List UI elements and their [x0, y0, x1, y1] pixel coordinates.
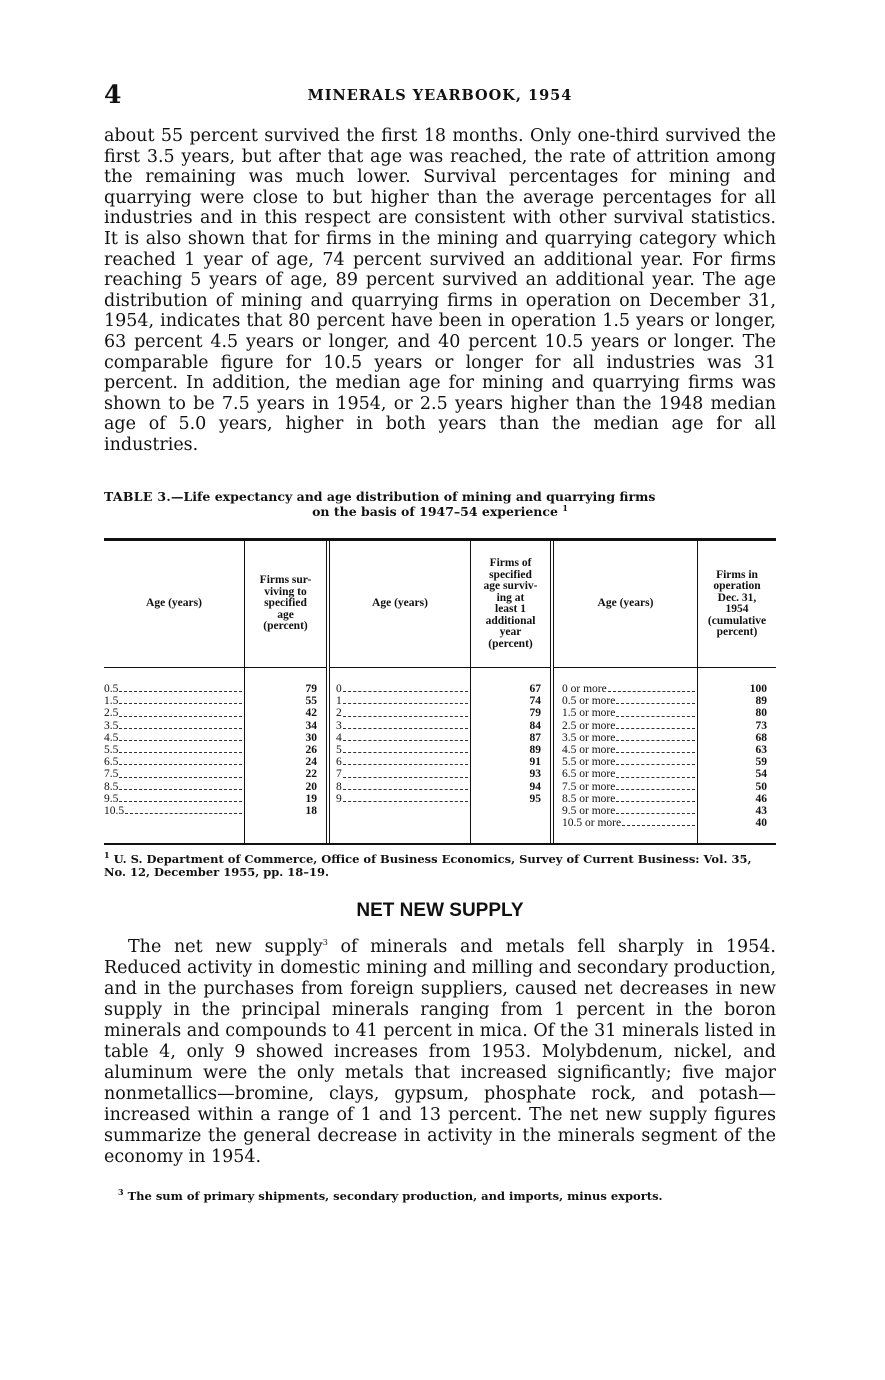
additional-age-cell — [336, 781, 470, 793]
dot-leader — [119, 683, 242, 692]
additional-age-cell — [336, 732, 470, 744]
header-age-1: Age (years) — [104, 541, 244, 668]
dot-leader — [119, 695, 242, 704]
page-number: 4 — [104, 80, 122, 109]
survival-value-cell: 24 — [305, 756, 317, 769]
dot-leader — [616, 805, 695, 814]
table-caption-line1: —Life expectancy and age distribution of mining and quarrying firms — [171, 489, 656, 504]
table-caption-line2-wrap — [104, 504, 776, 519]
survival-value-cell: 30 — [305, 731, 317, 744]
header-survival: Firms sur- viving to specified age (percent) — [245, 541, 326, 668]
col-operation-value — [698, 541, 776, 843]
table-caption-note-mark: 1 — [562, 502, 568, 513]
col-survival-age — [104, 541, 244, 843]
survival-value-cell: 26 — [305, 743, 317, 756]
survival-age-cell — [104, 744, 244, 756]
supply-text-rest: of minerals and metals fell sharply in 1954. Reduced activity in domestic mining and milling and secondary production, and in the purchases from foreign suppliers, caused net decreases in new supply in the principal minerals ranging from 1 percent in the boron minerals and compounds to 41 percent in mica. Of the 31 minerals listed in table 4, only 9 showed increases from 1953. Molybdenum, nickel, and aluminum were the only metals that increased significantly; five major nonmetallics—bromine, clays, gypsum, phosphate rock, and potash—increased within a range of 1 and 13 percent. The net new supply figures summarize the general decrease in activity in the minerals segment of the economy in 1954. — [104, 937, 776, 1167]
data-table — [104, 538, 776, 845]
dot-leader — [119, 732, 242, 741]
additional-value-cell: 84 — [529, 719, 541, 732]
operation-value-cell: 89 — [755, 695, 767, 708]
table-label: TABLE 3. — [104, 489, 171, 504]
supply-text-start: The net new supply — [128, 937, 323, 957]
operation-value-cell: 40 — [755, 817, 767, 830]
additional-age-cell — [336, 707, 470, 719]
dot-leader — [343, 781, 468, 790]
survival-age-cell — [104, 793, 244, 805]
survival-age-cell — [104, 768, 244, 780]
survival-age-cell-text: 4.5 — [104, 731, 119, 744]
dot-leader — [343, 768, 468, 777]
additional-age-cell — [336, 695, 470, 707]
additional-value-cell: 67 — [529, 683, 541, 695]
additional-age-cell — [336, 768, 470, 780]
col-survival-value — [245, 541, 326, 843]
additional-value-cell: 74 — [529, 695, 541, 708]
survival-value-cell: 20 — [305, 780, 317, 793]
header-age-3: Age (years) — [554, 541, 697, 668]
operation-value-cell: 46 — [755, 792, 767, 805]
survival-age-cell — [104, 707, 244, 719]
operation-age-cell — [562, 817, 697, 829]
running-head — [104, 80, 776, 110]
operation-age-cell — [562, 695, 697, 707]
survival-age-cell-text: 2.5 — [104, 707, 119, 720]
additional-age-cell — [336, 744, 470, 756]
dot-leader — [343, 707, 468, 716]
dot-leader — [616, 695, 695, 704]
survival-age-cell-text: 6.5 — [104, 756, 119, 769]
survival-age-cell-text: 9.5 — [104, 792, 119, 805]
additional-age-cell-text: 6 — [336, 756, 342, 769]
additional-age-cell-text: 5 — [336, 743, 342, 756]
header-in-operation: Firms in operation Dec. 31, 1954 (cumulative percent) — [698, 541, 776, 668]
operation-value-cell: 54 — [755, 768, 767, 781]
additional-value-cell: 94 — [529, 780, 541, 793]
operation-age-cell-text: 4.5 or more — [562, 743, 616, 756]
survival-age-cell-text: 1.5 — [104, 695, 119, 708]
additional-value-cell: 95 — [529, 792, 541, 805]
dot-leader — [343, 720, 468, 729]
additional-age-cell-text: 4 — [336, 731, 342, 744]
survival-value-cell: 55 — [305, 695, 317, 708]
section-heading: NET NEW SUPPLY — [356, 900, 524, 921]
survival-age-cell-text: 3.5 — [104, 719, 119, 732]
additional-age-cell-text: 2 — [336, 707, 342, 720]
survival-value-cell: 22 — [305, 768, 317, 781]
operation-value-cell: 63 — [755, 743, 767, 756]
operation-age-cell — [562, 756, 697, 768]
operation-age-cell — [562, 707, 697, 719]
additional-age-cell — [336, 793, 470, 805]
dot-leader — [125, 805, 242, 814]
survival-age-cell-text: 10.5 — [104, 804, 125, 817]
operation-age-cell-text: 9.5 or more — [562, 804, 616, 817]
operation-age-cell-text: 2.5 or more — [562, 719, 616, 732]
footnote-3-text: The sum of primary shipments, secondary production, and imports, minus exports. — [127, 1189, 663, 1203]
dot-leader — [616, 768, 695, 777]
footnote-1-mark: 1 — [104, 850, 110, 861]
operation-age-cell-text: 0 or more — [562, 683, 607, 695]
additional-age-cell-text: 0 — [336, 683, 342, 695]
footnote-3-ref: 3 — [322, 938, 328, 948]
operation-age-cell — [562, 683, 697, 695]
dot-leader — [343, 744, 468, 753]
survival-age-cell — [104, 781, 244, 793]
additional-value-cell: 89 — [529, 743, 541, 756]
col-operation-age — [562, 541, 697, 843]
dot-leader — [119, 768, 242, 777]
survival-age-cell — [104, 720, 244, 732]
dot-leader — [343, 732, 468, 741]
dot-leader — [119, 756, 242, 765]
additional-age-cell-text: 1 — [336, 695, 342, 708]
supply-paragraph — [104, 937, 776, 1168]
survival-value-cell: 18 — [305, 804, 317, 817]
survival-age-cell — [104, 805, 244, 817]
dot-leader — [119, 744, 242, 753]
survival-age-cell-text: 7.5 — [104, 768, 119, 781]
dot-leader — [119, 781, 242, 790]
additional-age-cell-text: 9 — [336, 792, 342, 805]
operation-age-cell-text: 3.5 or more — [562, 731, 616, 744]
col-additional-age — [336, 541, 470, 843]
dot-leader — [622, 817, 695, 826]
dot-leader — [119, 720, 242, 729]
additional-age-cell — [336, 683, 470, 695]
operation-age-cell — [562, 781, 697, 793]
operation-value-cell: 50 — [755, 780, 767, 793]
table-caption-line2: on the basis of 1947–54 experience — [312, 504, 558, 519]
operation-age-cell-text: 1.5 or more — [562, 707, 616, 720]
operation-age-cell-text: 0.5 or more — [562, 695, 616, 708]
operation-value-cell: 80 — [755, 707, 767, 720]
operation-value-cell: 100 — [749, 683, 767, 695]
dot-leader — [608, 683, 695, 692]
operation-value-cell: 73 — [755, 719, 767, 732]
operation-age-cell — [562, 732, 697, 744]
survival-value-cell: 34 — [305, 719, 317, 732]
dot-leader — [119, 793, 242, 802]
footnote-1-text: U. S. Department of Commerce, Office of Business Economics, Survey of Current Business: Vol. 35, No. 12, December 1955, pp. 18–19. — [104, 852, 752, 879]
survival-value-cell: 79 — [305, 683, 317, 695]
operation-age-cell-text: 10.5 or more — [562, 817, 622, 830]
dot-leader — [616, 781, 695, 790]
col-additional-value — [471, 541, 550, 843]
footnote-1 — [104, 850, 776, 879]
operation-age-cell — [562, 805, 697, 817]
dot-leader — [616, 732, 695, 741]
operation-age-cell — [562, 720, 697, 732]
header-age-2: Age (years) — [330, 541, 470, 668]
table-caption — [104, 489, 776, 519]
operation-age-cell-text: 8.5 or more — [562, 792, 616, 805]
survival-age-cell — [104, 732, 244, 744]
intro-paragraph: about 55 percent survived the first 18 months. Only one-third survived the first 3.5 years, but after that age was reached, the rate of attrition among the remaining was much lower. Survival percentages for mining and quarrying were close to but higher than the average percentages for all industries and in this respect are consistent with other survival statistics. It is also shown that for firms in the mining and quarrying category which reached 1 year of age, 74 percent survived an additional year. For firms reaching 5 years of age, 89 percent survived an additional year. The age distribution of mining and quarrying firms in operation on December 31, 1954, indicates that 80 percent have been in operation 1.5 years or longer, 63 percent 4.5 years or longer, and 40 percent 10.5 years or longer. The comparable figure for 10.5 years or longer for all industries was 31 percent. In addition, the median age for mining and quarrying firms was shown to be 7.5 years in 1954, or 2.5 years higher than the 1948 median age of 5.0 years, higher in both years than the median age for all industries. — [104, 126, 776, 455]
dot-leader — [616, 756, 695, 765]
survival-age-cell-text: 0.5 — [104, 683, 119, 695]
survival-value-cell: 42 — [305, 707, 317, 720]
operation-value-cell: 59 — [755, 756, 767, 769]
dot-leader — [343, 793, 468, 802]
dot-leader — [616, 720, 695, 729]
additional-age-cell — [336, 756, 470, 768]
footnote-3-mark: 3 — [118, 1187, 124, 1198]
operation-age-cell-text: 6.5 or more — [562, 768, 616, 781]
dot-leader — [616, 707, 695, 716]
operation-age-cell-text: 7.5 or more — [562, 780, 616, 793]
dot-leader — [343, 695, 468, 704]
dot-leader — [616, 793, 695, 802]
operation-age-cell — [562, 744, 697, 756]
survival-age-cell — [104, 683, 244, 695]
running-title: MINERALS YEARBOOK, 1954 — [307, 87, 573, 104]
dot-leader — [343, 683, 468, 692]
survival-age-cell-text: 5.5 — [104, 743, 119, 756]
operation-age-cell — [562, 793, 697, 805]
additional-age-cell-text: 7 — [336, 768, 342, 781]
additional-age-cell — [336, 720, 470, 732]
additional-value-cell: 87 — [529, 731, 541, 744]
operation-age-cell — [562, 768, 697, 780]
additional-age-cell-text: 8 — [336, 780, 342, 793]
operation-age-cell-text: 5.5 or more — [562, 756, 616, 769]
operation-value-cell: 43 — [755, 804, 767, 817]
dot-leader — [616, 744, 695, 753]
survival-age-cell-text: 8.5 — [104, 780, 119, 793]
dot-leader — [119, 707, 242, 716]
footnote-3 — [118, 1187, 790, 1203]
additional-age-cell-text: 3 — [336, 719, 342, 732]
additional-value-cell: 91 — [529, 756, 541, 769]
header-additional-year: Firms of specified age surviv- ing at least 1 additional year (percent) — [471, 541, 550, 668]
additional-value-cell: 79 — [529, 707, 541, 720]
survival-age-cell — [104, 756, 244, 768]
operation-value-cell: 68 — [755, 731, 767, 744]
dot-leader — [343, 756, 468, 765]
survival-value-cell: 19 — [305, 792, 317, 805]
additional-value-cell: 93 — [529, 768, 541, 781]
survival-age-cell — [104, 695, 244, 707]
